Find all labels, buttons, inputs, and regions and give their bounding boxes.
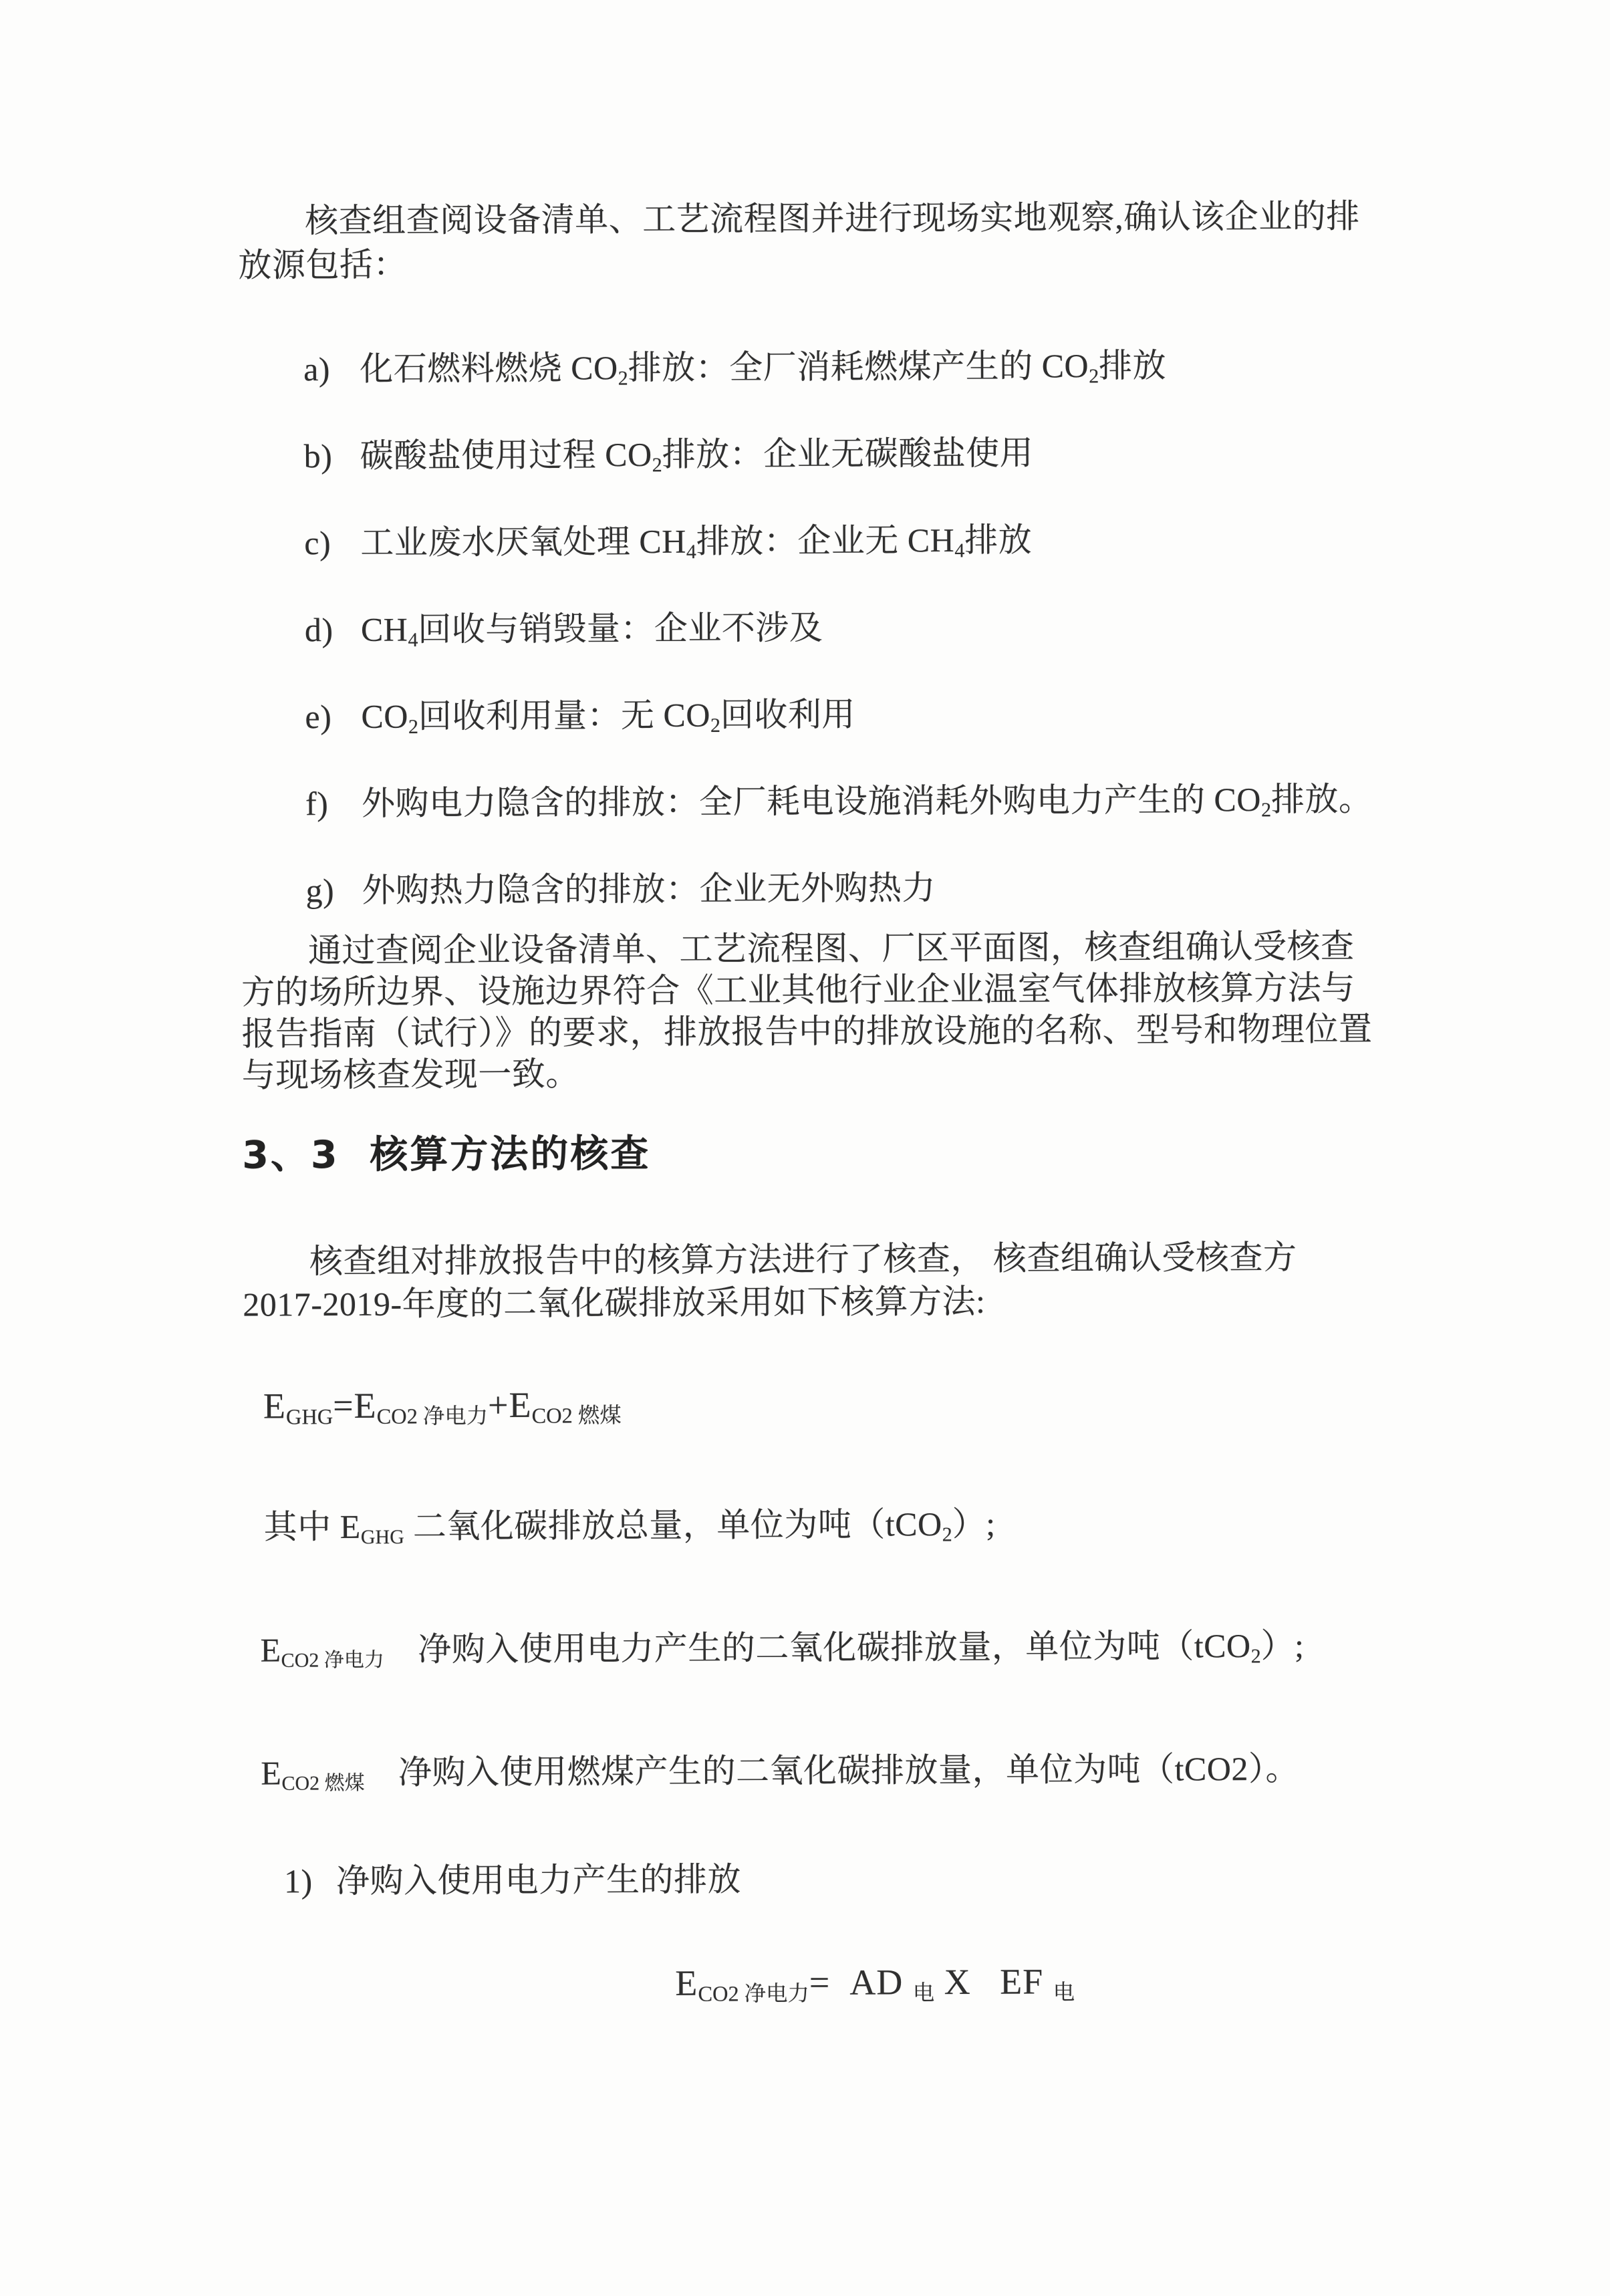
list-item-label: b) [303, 437, 333, 475]
list-item-d [240, 603, 1381, 652]
list-item-label: f) [305, 785, 329, 823]
net-electricity-formula: $E_{CO2 净电力}=$ AD $_电$ X EF $_电$ [675, 1961, 1075, 2007]
list-item-text: $CO_2$回收利用量：无 $CO_2$回收利用 [361, 695, 855, 738]
intro-paragraph: 核查组查阅设备清单、工艺流程图并进行现场实地观察,确认该企业的排放源包括： [238, 197, 1360, 284]
list-item-g [241, 864, 1381, 912]
emission-source-list [239, 342, 1382, 912]
list-item-a [239, 342, 1379, 391]
definition-eco2-net-electricity: $E_{CO2 净电力}$ 净购入使用电力产生的二氧化碳排放量，单位为吨（tCO$_2$）; [260, 1626, 1305, 1672]
list-item-text: 外购热力隐含的排放：企业无外购热力 [362, 869, 936, 909]
section-heading-3-3: 3、3 核算方法的核查 [242, 1132, 651, 1178]
list-item-text: 化石燃料燃烧 $CO_2$排放：全厂消耗燃煤产生的 $CO_2$排放 [360, 346, 1167, 390]
list-item-text: 碳酸盐使用过程 $CO_2$排放：企业无碳酸盐使用 [360, 434, 1034, 477]
method-paragraph-line2: 2017-2019-年度的二氧化碳排放采用如下核算方法: [243, 1282, 986, 1323]
boundary-paragraph: 通过查阅企业设备清单、工艺流程图、厂区平面图，核查组确认受核查方的场所边界、设施边界符合《工业其他行业企业温室气体排放核算方法与报告指南（试行）》的要求，排放报告中的排放设施的名称、型号和物理位置与现场核查发现一致。 [241, 927, 1373, 1094]
list-item-label: e) [305, 698, 332, 736]
list-item-c [239, 516, 1380, 565]
method-item-text: 净购入使用电力产生的排放 [336, 1860, 742, 1900]
list-item-e [240, 690, 1381, 739]
list-item-text: 外购电力隐含的排放：全厂耗电设施消耗外购电力产生的 $CO_2$排放。 [361, 780, 1373, 822]
list-item-label: c) [304, 524, 331, 562]
list-item-text: $CH_4$回收与销毁量：企业不涉及 [360, 608, 823, 651]
total-emission-formula: $E_{GHG}=E_{CO2 净电力}+E_{CO2 燃煤}$ [263, 1384, 622, 1430]
list-item-text: 工业废水厌氧处理 $CH_4$排放：企业无 $CH_4$排放 [360, 521, 1033, 563]
method-item-1 [245, 1854, 1386, 1903]
text-column [238, 194, 1387, 2009]
list-item-b [239, 429, 1380, 478]
definition-eco2-coal: $E_{CO2 燃煤}$ 净购入使用燃煤产生的二氧化碳排放量，单位为吨（tCO2）。 [261, 1749, 1300, 1795]
method-item-label: 1) [283, 1862, 313, 1900]
list-item-f [241, 777, 1381, 825]
method-paragraph [243, 1235, 1384, 1325]
list-item-label: g) [305, 872, 335, 910]
definition-eghg: 其中 $E_{GHG}$ 二氧化碳排放总量，单位为吨（tCO$_2$）; [263, 1505, 996, 1549]
list-item-label: a) [303, 350, 331, 388]
method-paragraph-line1: 核查组对排放报告中的核算方法进行了核查， 核查组确认受核查方 [309, 1238, 1297, 1281]
list-item-label: d) [304, 611, 333, 649]
